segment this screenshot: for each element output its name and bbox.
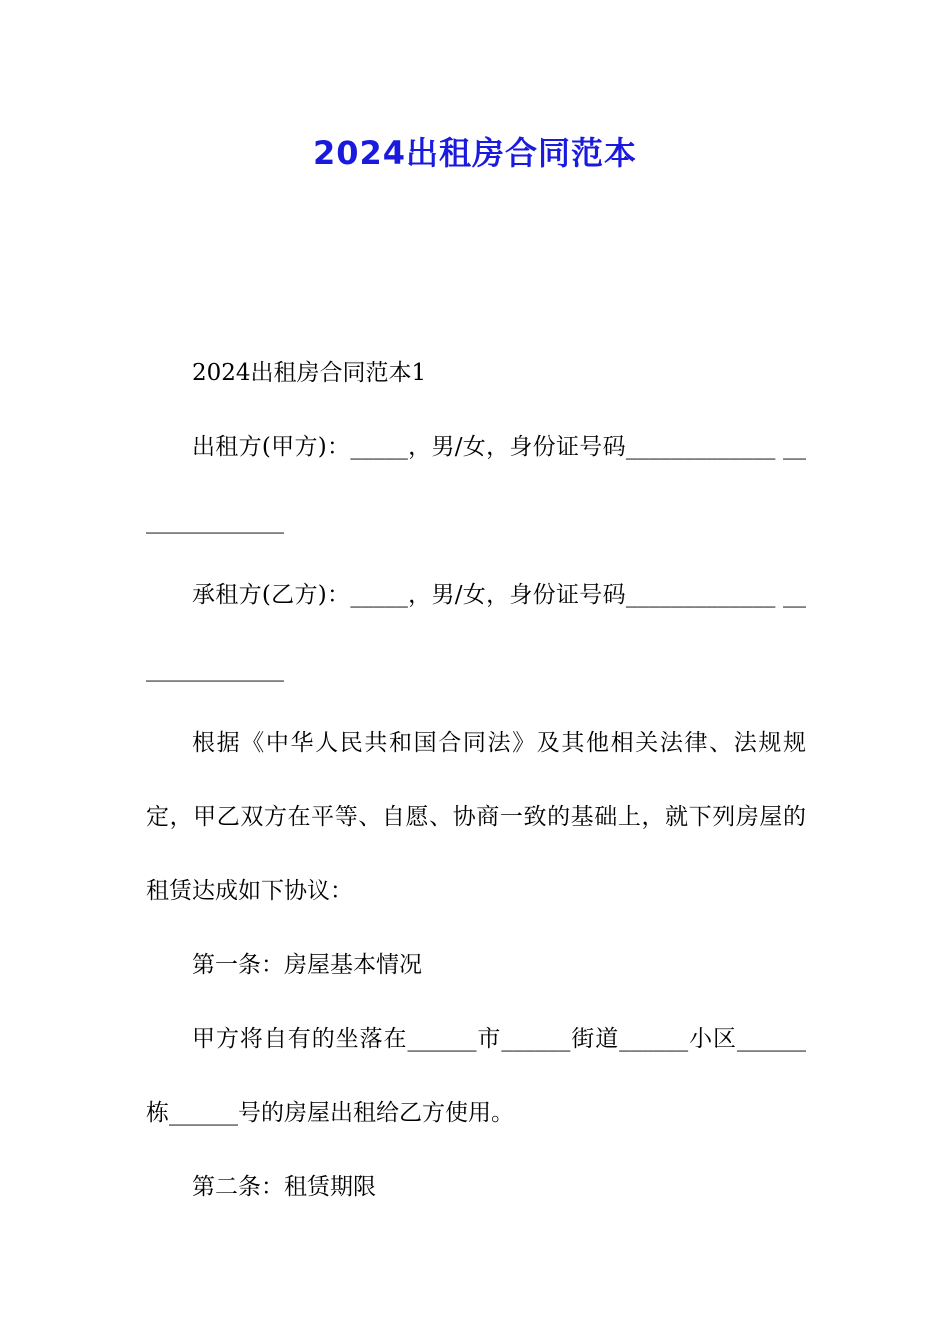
lessor-line: 出租方(甲方)：_____，男/女，身份证号码_____________ ______________ bbox=[146, 434, 806, 534]
article-two-heading: 第二条：租赁期限 bbox=[192, 1174, 376, 1200]
preamble-paragraph: 根据《中华人民共和国合同法》及其他相关法律、法规规定，甲乙双方在平等、自愿、协商一致的基础上，就下列房屋的租赁达成如下协议： bbox=[146, 730, 806, 904]
document-title: 2024出租房合同范本 bbox=[312, 134, 638, 172]
article-one-heading: 第一条：房屋基本情况 bbox=[192, 952, 422, 978]
section-heading: 2024出租房合同范本1 bbox=[192, 360, 427, 386]
lessee-line: 承租方(乙方)：_____，男/女，身份证号码_____________ ______________ bbox=[146, 582, 806, 682]
document-body bbox=[146, 336, 806, 1224]
article-one-text: 甲方将自有的坐落在______市______街道______小区______栋______号的房屋出租给乙方使用。 bbox=[146, 1026, 806, 1126]
